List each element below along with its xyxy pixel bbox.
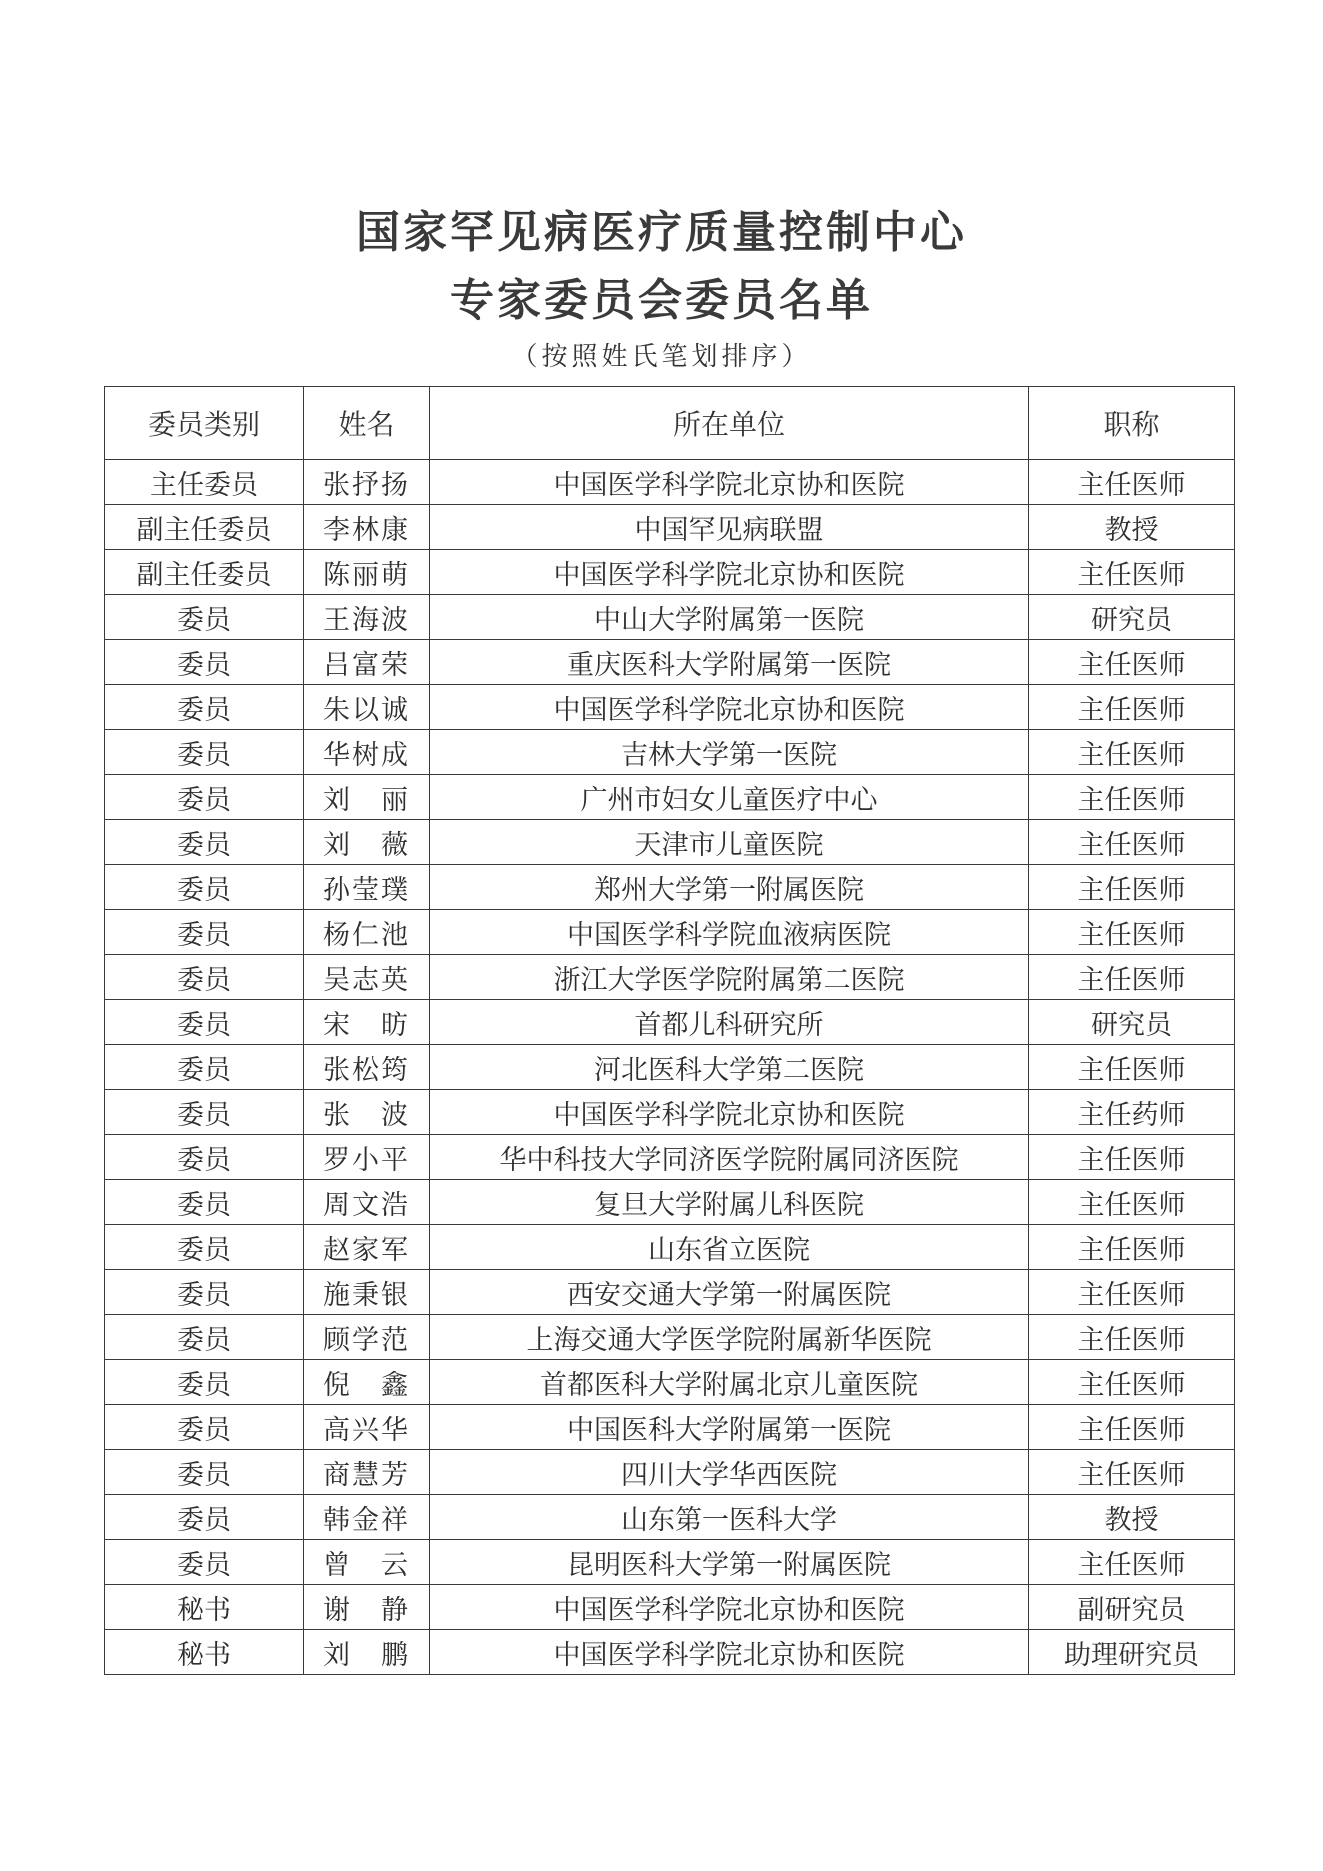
cell-unit: 首都儿科研究所 (430, 1000, 1029, 1045)
cell-category: 委员 (105, 1270, 304, 1315)
cell-title: 主任医师 (1029, 1405, 1235, 1450)
table-row (105, 1135, 1235, 1180)
cell-name: 陈丽萌 (304, 550, 430, 595)
cell-category: 委员 (105, 1000, 304, 1045)
cell-category: 委员 (105, 640, 304, 685)
cell-name: 张松筠 (304, 1045, 430, 1090)
cell-unit: 中国罕见病联盟 (430, 505, 1029, 550)
cell-unit: 天津市儿童医院 (430, 820, 1029, 865)
cell-unit: 中国医学科学院血液病医院 (430, 910, 1029, 955)
cell-name: 罗小平 (304, 1135, 430, 1180)
table-row (105, 1360, 1235, 1405)
cell-unit: 河北医科大学第二医院 (430, 1045, 1029, 1090)
cell-title: 主任医师 (1029, 460, 1235, 505)
cell-title: 主任医师 (1029, 685, 1235, 730)
header-title: 职称 (1029, 387, 1235, 460)
cell-category: 委员 (105, 1495, 304, 1540)
cell-title: 研究员 (1029, 1000, 1235, 1045)
cell-title: 主任医师 (1029, 955, 1235, 1000)
header-name: 姓名 (304, 387, 430, 460)
table-row (105, 640, 1235, 685)
cell-name: 华树成 (304, 730, 430, 775)
table-row (105, 685, 1235, 730)
cell-unit: 四川大学华西医院 (430, 1450, 1029, 1495)
cell-category: 主任委员 (105, 460, 304, 505)
cell-name: 宋 昉 (304, 1000, 430, 1045)
cell-title: 助理研究员 (1029, 1630, 1235, 1675)
cell-category: 副主任委员 (105, 505, 304, 550)
cell-unit: 上海交通大学医学院附属新华医院 (430, 1315, 1029, 1360)
cell-unit: 广州市妇女儿童医疗中心 (430, 775, 1029, 820)
cell-name: 李林康 (304, 505, 430, 550)
table-header-row (105, 387, 1235, 460)
table-row (105, 1405, 1235, 1450)
cell-category: 委员 (105, 1360, 304, 1405)
cell-category: 委员 (105, 1225, 304, 1270)
cell-unit: 山东省立医院 (430, 1225, 1029, 1270)
cell-title: 主任药师 (1029, 1090, 1235, 1135)
cell-category: 委员 (105, 775, 304, 820)
cell-name: 赵家军 (304, 1225, 430, 1270)
table-row (105, 910, 1235, 955)
cell-name: 刘 丽 (304, 775, 430, 820)
cell-title: 主任医师 (1029, 820, 1235, 865)
cell-name: 张 波 (304, 1090, 430, 1135)
cell-category: 委员 (105, 1180, 304, 1225)
header-unit: 所在单位 (430, 387, 1029, 460)
cell-unit: 首都医科大学附属北京儿童医院 (430, 1360, 1029, 1405)
table-row (105, 505, 1235, 550)
cell-unit: 郑州大学第一附属医院 (430, 865, 1029, 910)
document-title-line2: 专家委员会委员名单 (450, 275, 873, 326)
document-subtitle: （按照姓氏笔划排序） (511, 342, 812, 372)
cell-name: 吴志英 (304, 955, 430, 1000)
cell-category: 委员 (105, 730, 304, 775)
cell-name: 杨仁池 (304, 910, 430, 955)
cell-category: 委员 (105, 595, 304, 640)
cell-name: 商慧芳 (304, 1450, 430, 1495)
cell-category: 秘书 (105, 1585, 304, 1630)
cell-title: 副研究员 (1029, 1585, 1235, 1630)
committee-table (104, 386, 1235, 1675)
table-row (105, 1180, 1235, 1225)
cell-name: 谢 静 (304, 1585, 430, 1630)
cell-unit: 中国医科大学附属第一医院 (430, 1405, 1029, 1450)
cell-name: 施秉银 (304, 1270, 430, 1315)
cell-title: 主任医师 (1029, 730, 1235, 775)
cell-category: 委员 (105, 955, 304, 1000)
cell-category: 秘书 (105, 1630, 304, 1675)
cell-unit: 中山大学附属第一医院 (430, 595, 1029, 640)
cell-title: 教授 (1029, 1495, 1235, 1540)
table-row (105, 730, 1235, 775)
cell-title: 主任医师 (1029, 865, 1235, 910)
cell-title: 主任医师 (1029, 640, 1235, 685)
cell-category: 委员 (105, 1315, 304, 1360)
table-row (105, 865, 1235, 910)
cell-category: 委员 (105, 865, 304, 910)
document-title-line1: 国家罕见病医疗质量控制中心 (356, 207, 967, 258)
cell-title: 主任医师 (1029, 1045, 1235, 1090)
cell-name: 王海波 (304, 595, 430, 640)
cell-name: 刘 鹏 (304, 1630, 430, 1675)
cell-name: 高兴华 (304, 1405, 430, 1450)
cell-name: 曾 云 (304, 1540, 430, 1585)
cell-title: 主任医师 (1029, 1135, 1235, 1180)
table-row (105, 820, 1235, 865)
table-row (105, 1000, 1235, 1045)
cell-category: 委员 (105, 1090, 304, 1135)
cell-category: 委员 (105, 1540, 304, 1585)
cell-name: 刘 薇 (304, 820, 430, 865)
table-row (105, 1090, 1235, 1135)
cell-title: 主任医师 (1029, 775, 1235, 820)
cell-unit: 西安交通大学第一附属医院 (430, 1270, 1029, 1315)
cell-title: 主任医师 (1029, 1180, 1235, 1225)
cell-name: 顾学范 (304, 1315, 430, 1360)
table-row (105, 595, 1235, 640)
cell-category: 副主任委员 (105, 550, 304, 595)
table-row (105, 775, 1235, 820)
cell-name: 周文浩 (304, 1180, 430, 1225)
table-body (105, 460, 1235, 1675)
cell-title: 主任医师 (1029, 1450, 1235, 1495)
cell-name: 张抒扬 (304, 460, 430, 505)
table-row (105, 1315, 1235, 1360)
cell-unit: 中国医学科学院北京协和医院 (430, 1630, 1029, 1675)
cell-unit: 重庆医科大学附属第一医院 (430, 640, 1029, 685)
cell-title: 主任医师 (1029, 1270, 1235, 1315)
cell-unit: 昆明医科大学第一附属医院 (430, 1540, 1029, 1585)
cell-title: 主任医师 (1029, 910, 1235, 955)
cell-name: 韩金祥 (304, 1495, 430, 1540)
cell-unit: 中国医学科学院北京协和医院 (430, 460, 1029, 505)
cell-category: 委员 (105, 1045, 304, 1090)
cell-title: 教授 (1029, 505, 1235, 550)
table-row (105, 1630, 1235, 1675)
header-category: 委员类别 (105, 387, 304, 460)
cell-unit: 浙江大学医学院附属第二医院 (430, 955, 1029, 1000)
cell-unit: 山东第一医科大学 (430, 1495, 1029, 1540)
cell-name: 吕富荣 (304, 640, 430, 685)
table-row (105, 460, 1235, 505)
cell-category: 委员 (105, 910, 304, 955)
table-row (105, 1045, 1235, 1090)
cell-category: 委员 (105, 1405, 304, 1450)
table-row (105, 1585, 1235, 1630)
table-row (105, 1450, 1235, 1495)
cell-category: 委员 (105, 1135, 304, 1180)
cell-category: 委员 (105, 820, 304, 865)
cell-name: 孙莹璞 (304, 865, 430, 910)
cell-unit: 中国医学科学院北京协和医院 (430, 685, 1029, 730)
cell-title: 主任医师 (1029, 1360, 1235, 1405)
cell-unit: 吉林大学第一医院 (430, 730, 1029, 775)
cell-title: 主任医师 (1029, 1225, 1235, 1270)
table-row (105, 1225, 1235, 1270)
cell-title: 主任医师 (1029, 1540, 1235, 1585)
table-row (105, 1270, 1235, 1315)
cell-unit: 中国医学科学院北京协和医院 (430, 1585, 1029, 1630)
cell-unit: 华中科技大学同济医学院附属同济医院 (430, 1135, 1029, 1180)
cell-unit: 复旦大学附属儿科医院 (430, 1180, 1029, 1225)
cell-unit: 中国医学科学院北京协和医院 (430, 550, 1029, 595)
table-row (105, 955, 1235, 1000)
cell-title: 研究员 (1029, 595, 1235, 640)
cell-title: 主任医师 (1029, 550, 1235, 595)
table-row (105, 1540, 1235, 1585)
cell-name: 朱以诚 (304, 685, 430, 730)
cell-category: 委员 (105, 685, 304, 730)
cell-name: 倪 鑫 (304, 1360, 430, 1405)
cell-unit: 中国医学科学院北京协和医院 (430, 1090, 1029, 1135)
cell-category: 委员 (105, 1450, 304, 1495)
cell-title: 主任医师 (1029, 1315, 1235, 1360)
table-row (105, 550, 1235, 595)
table-row (105, 1495, 1235, 1540)
